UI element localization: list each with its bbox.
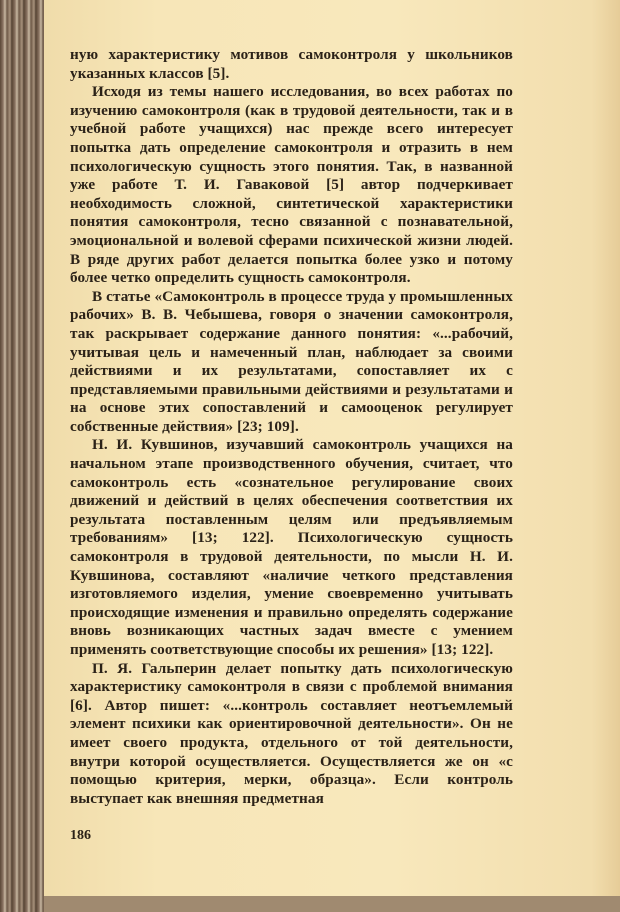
paragraph: Исходя из темы нашего исследования, во всех работах по изучению самоконтроля (как в трудовой деятельности, так и в учебной работе учащихся) нас прежде всего интересует попытка дать определение самоконтроля и отразить в нем психологическую сущность этого понятия. Так, в названной уже работе Т. И. Гаваковой [5] автор подчеркивает необходимость сложной, синтетической характеристики понятия самоконтроля, тесно связанной с познавательной, эмоциональной и волевой сферами психической жизни людей. В ряде других работ делается попытка более узко и потому более четко определить сущность самоконтроля.	[70, 83, 513, 287]
page-number: 186	[70, 828, 91, 843]
book-spine-edge	[0, 0, 46, 912]
paragraph: В статье «Самоконтроль в процессе труда у промышленных рабочих» В. В. Чебышева, говоря о значении самоконтроля, так раскрывает содержание данного понятия: «...рабочий, учитывая цель и намеченный план, наблюдает за своими действиями и их результатами, сопоставляет их с представляемыми правильными действиями и результатами и на основе этих сопоставлений и самооценок регулирует собственные действия» [23; 109].	[70, 287, 513, 435]
page-body-text	[70, 46, 513, 808]
paragraph-continuation: ную характеристику мотивов самоконтроля у школьников указанных классов [5].	[70, 46, 513, 82]
paragraph: П. Я. Гальперин делает попытку дать психологическую характеристику самоконтроля в связи с проблемой внимания [6]. Автор пишет: «...контроль составляет неотъемлемый элемент психики как ориентировочной деятельности». Он не имеет своего продукта, отдельного от той деятельности, внутри которой осуществляется. Осуществляется же он «с помощью критерия, мерки, образца». Если контроль выступает как внешняя предметная	[70, 659, 513, 807]
paragraph: Н. И. Кувшинов, изучавший самоконтроль учащихся на начальном этапе производственного обучения, считает, что самоконтроль есть «сознательное регулирование своих движений и действий в целях обеспечения соответствия их результата поставленным целям или предъявляемым требованиям» [13; 122]. Психологическую сущность самоконтроля в трудовой деятельности, по мысли Н. И. Кувшинова, составляют «наличие четкого представления изготовляемого изделия, умение своевременно учитывать происходящие изменения и правильно определять содержание вновь возникающих частных задач вместе с умением применять соответствующие способы их решения» [13; 122].	[70, 436, 513, 658]
page-bottom-edge	[44, 896, 620, 912]
